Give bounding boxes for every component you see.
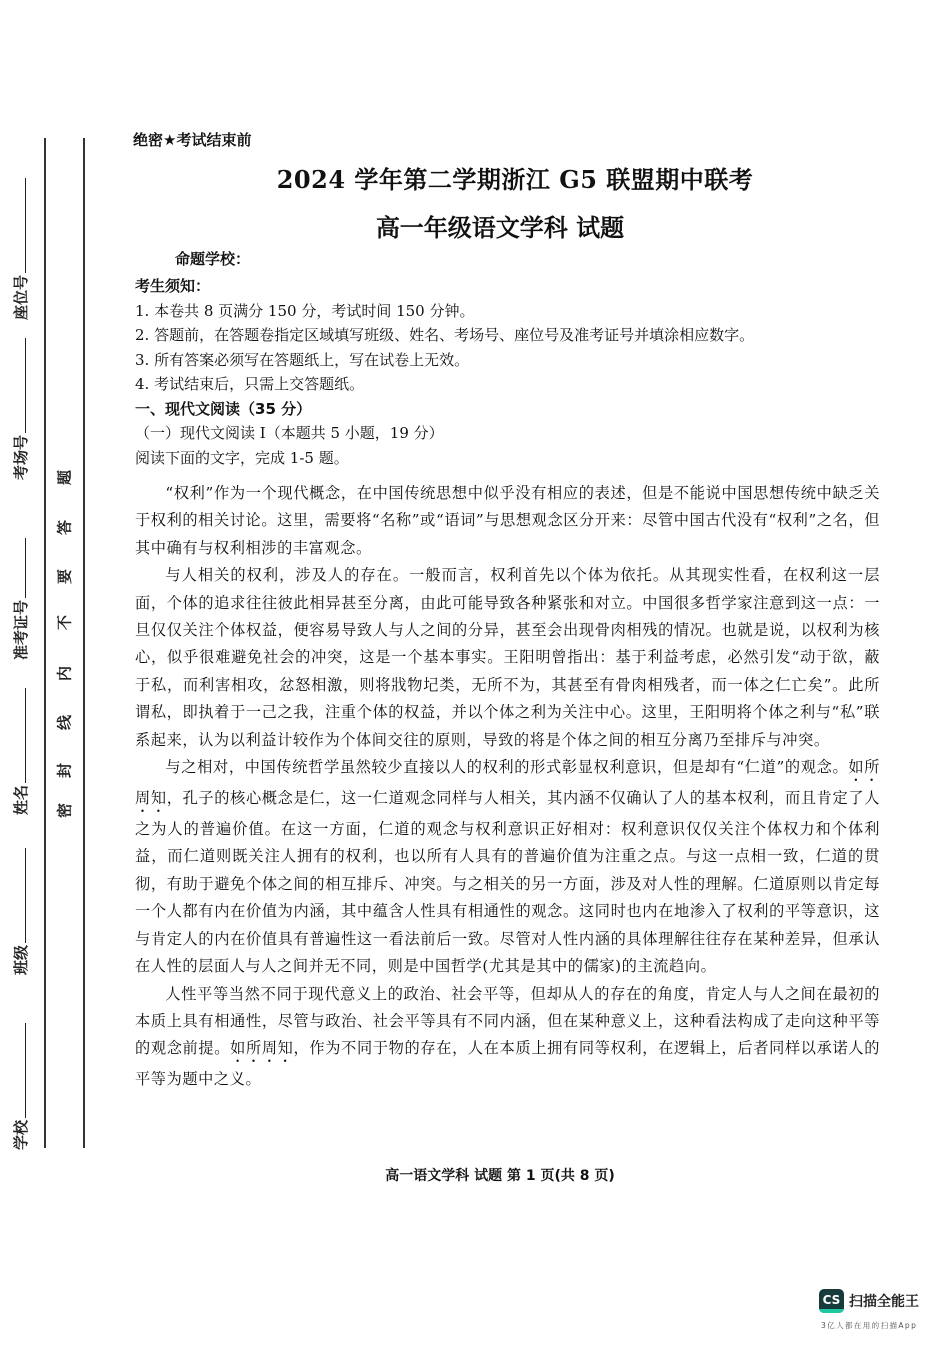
notice-item: 1. 本卷共 8 页满分 150 分，考试时间 150 分钟。 [135, 301, 475, 320]
exam-title: 2024 学年第二学期浙江 G5 联盟期中联考 [276, 165, 754, 194]
passage-paragraph-4 [135, 981, 880, 1094]
watermark-tagline: 3亿人都在用的扫描App [821, 1321, 918, 1330]
field-label: 准考证号 [12, 599, 30, 660]
margin-field-exam-room [10, 338, 31, 480]
seal-char: 内 [55, 666, 74, 682]
notice-item: 2. 答题前，在答题卷指定区域填写班级、姓名、考场号、座位号及准考证号并填涂相应数字。 [135, 326, 755, 344]
notice-heading: 考生须知： [135, 277, 211, 295]
subsection-title: （一）现代文阅读 I（本题共 5 小题，19 分） [135, 424, 444, 442]
school-blank[interactable] [13, 1023, 26, 1118]
text-run: ，作为不同于物的存在，人在本质上拥有同等权利，在逻辑上，后者同样以承诺人的平等为题中之义。 [135, 1039, 881, 1089]
setter-school-label: 命题学校： [175, 250, 251, 268]
seal-char: 封 [55, 763, 74, 779]
seal-char: 要 [55, 569, 74, 585]
binding-line-outer [44, 138, 46, 1148]
text-run: 与之相对，中国传统哲学虽然较少直接以人的权利的形式彰显权利意识，但是却有“仁道”的观念。 [165, 758, 849, 777]
binding-line-inner [83, 138, 85, 1148]
confidential-mark: 绝密★考试结束前 [133, 131, 252, 149]
margin-field-school [10, 1023, 31, 1150]
passage-paragraph-3 [135, 754, 880, 980]
exam-subtitle: 高一年级语文学科 试题 [375, 213, 625, 242]
seal-char: 密 [55, 803, 74, 819]
margin-field-admission-no [10, 538, 31, 660]
class-blank[interactable] [13, 848, 26, 943]
seal-char: 题 [55, 470, 74, 486]
margin-field-name [10, 688, 31, 815]
seal-char: 线 [55, 715, 74, 731]
exam-room-blank[interactable] [13, 338, 26, 433]
notice-item: 4. 考试结束后，只需上交答题纸。 [135, 375, 365, 393]
reading-instruction: 阅读下面的文字，完成 1-5 题。 [135, 448, 349, 467]
field-label: 班级 [12, 944, 30, 975]
seal-char: 不 [55, 615, 74, 631]
admission-no-blank[interactable] [13, 538, 26, 598]
name-blank[interactable] [13, 688, 26, 783]
section-title: 一、现代文阅读（35 分） [135, 399, 312, 418]
emphasized-phrase: 如所周知 [230, 1039, 294, 1058]
exam-notice [135, 274, 895, 470]
passage-paragraph-1: “权利”作为一个现代概念，在中国传统思想中似乎没有相应的表述，但是不能说中国思想传统中缺乏关于权利的相关讨论。这里，需要将“名称”或“语词”与思想观念区分开来：尽管中国古代没有“权利”之名，但其中确有与权利相涉的丰富观念。 [135, 484, 880, 557]
reading-passage [135, 480, 880, 1094]
text-run: ，孔子的核心概念是仁，这一仁道观念同样与人相关，其内涵不仅确认了人的基本权利，而且肯定了人之为人的普遍价值。在这一方面，仁道的观念与权利意识正好相对：权利意识仅仅关注个体权力和个体利益，而仁道则既关注人拥有的权利，也以所有人具有的普遍价值为注重之点。与这一点相一致，仁道的贯彻，有助于避免个体之间的相互排斥、冲突。与之相关的另一方面，涉及对人性的理解。仁道原则以肯定每一个人都有内在价值为内涵，其中蕴含人性具有相通性的观念。这同时也内在地渗入了权利的平等意识，这与肯定人的内在价值具有普遍性这一看法前后一致。尽管对人性内涵的具体理解往往存在某种差异，但承认在人性的层面人与人之间并无不同，则是中国哲学(尤其是其中的儒家)的主流趋向。 [135, 789, 881, 976]
seal-char: 答 [55, 520, 74, 536]
field-label: 座位号 [12, 274, 30, 320]
camscanner-logo-icon [819, 1289, 844, 1313]
logo-text: CS [822, 1292, 841, 1307]
field-label: 考场号 [12, 434, 30, 480]
text-run: 人性平等当然不同于现代意义上的政治、社会平等，但却从人的存在的角度，肯定人与人之间在最初的本质上具有相通性，尽管与政治、社会平等具有不同内涵，但在某种意义上，这种看法构成了走向这种平等的观念前提。 [135, 984, 880, 1058]
watermark-app-name: 扫描全能王 [849, 1294, 919, 1310]
field-label: 学校 [12, 1119, 30, 1150]
notice-item: 3. 所有答案必须写在答题纸上，写在试卷上无效。 [135, 350, 470, 369]
margin-field-class [10, 848, 31, 975]
field-label: 姓名 [12, 784, 30, 815]
page-footer: 高一语文学科 试题 第 1 页(共 8 页) [385, 1168, 615, 1184]
margin-field-seat [10, 178, 31, 320]
passage-paragraph-2: 与人相关的权利，涉及人的存在。一般而言，权利首先以个体为依托。从其现实性看，在权利这一层面，个体的追求往往彼此相异甚至分离，由此可能导致各种紧张和对立。中国很多哲学家注意到这一点：一旦仅仅关注个体权益，便容易导致人与人之间的分异，甚至会出现骨肉相残的情况。也就是说，以权利为核心，似乎很难避免社会的冲突，这是一个基本事实。王阳明曾指出：基于利益考虑，必然引发“动于欲，蔽于私，而利害相攻，忿怒相激，则将戕物圮类，无所不为，其甚至有骨肉相残者，而一体之仁亡矣”。此所谓私，即执着于一己之我，注重个体的权益，并以个体之利为关注中心。这里，王阳明将个体之利与“私”联系起来，认为以利益计较作为个体间交往的原则，导致的将是个体之间的相互分离乃至排斥与冲突。 [135, 566, 880, 749]
emphasized-phrase: 如所周知 [135, 758, 880, 808]
camscanner-watermark [819, 1289, 919, 1313]
